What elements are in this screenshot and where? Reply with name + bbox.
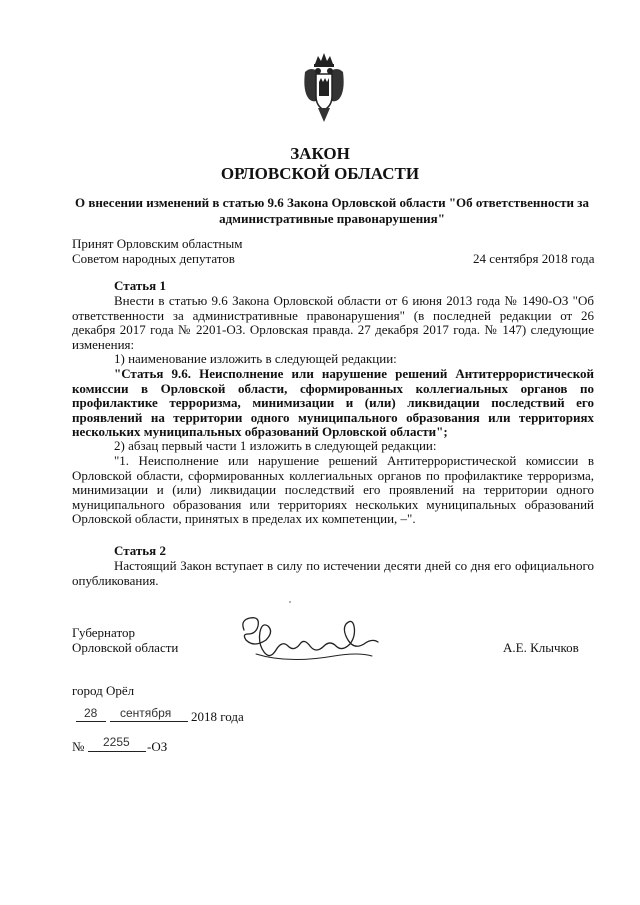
law-subject: О внесении изменений в статью 9.6 Закона Орловской области "Об ответственности за административные правонарушения" [74,195,589,226]
scan-mark [289,601,291,603]
adoption-line2: Советом народных депутатов [72,251,235,266]
region-title: ОРЛОВСКОЙ ОБЛАСТИ [220,164,420,183]
number-suffix: -ОЗ [147,739,168,754]
article2-heading: Статья 2 [114,543,166,558]
article1-quote1: "Статья 9.6. Неисполнение или нарушение решений Антитеррористической комиссии в Орловской области, сформированных коллегиальных органов по профилактике терроризма, минимизации и (или) ликвидации последствий его проявлений на территории одного муниципального образования или территориях нескольких муниципальных образований Орловской области"; [72,366,594,440]
signing-year: 2018 года [191,709,244,724]
article1-heading: Статья 1 [114,278,166,293]
day-underline [76,721,106,722]
article1-quote2: "1. Неисполнение или нарушение решений Антитеррористической комиссии в Орловской области, сформированных коллегиальных органов по профилактике терроризма, минимизации и (или) ликвидации последствий его проявлений на территории одного муниципального образования или территориях нескольких муниципальных образований Орловской области, принятых в пределах их компетенции, –". [72,453,594,527]
governor-signature [238,610,384,670]
article1-intro: Внести в статью 9.6 Закона Орловской области от 6 июня 2013 года № 1490-ОЗ "Об ответственности за административные правонарушения" (в последней редакции от 26 декабря 2017 года № 2201-ОЗ. Орловская правда. 27 декабря 2017 года. № 147) следующие изменения: [72,293,594,352]
number-prefix: № [72,739,85,754]
adoption-date: 24 сентября 2018 года [473,251,595,266]
place-of-signing: город Орёл [72,683,135,698]
article2-text: Настоящий Закон вступает в силу по истечении десяти дней со дня его официального опубликования. [72,558,594,588]
signatory-name: А.Е. Клычков [503,640,579,655]
month-underline [110,721,188,722]
signing-day: 28 [84,706,98,720]
signatory-role-line2: Орловской области [72,640,179,655]
document-type-title: ЗАКОН [290,144,350,163]
number-underline [88,751,146,752]
law-number: 2255 [103,735,130,749]
signatory-role-line1: Губернатор [72,625,135,640]
signing-month: сентября [120,706,172,720]
article1-item1: 1) наименование изложить в следующей редакции: [114,351,397,366]
coat-of-arms-emblem [301,50,347,126]
article1-item2: 2) абзац первый части 1 изложить в следующей редакции: [114,438,437,453]
adoption-line1: Принят Орловским областным [72,236,243,251]
